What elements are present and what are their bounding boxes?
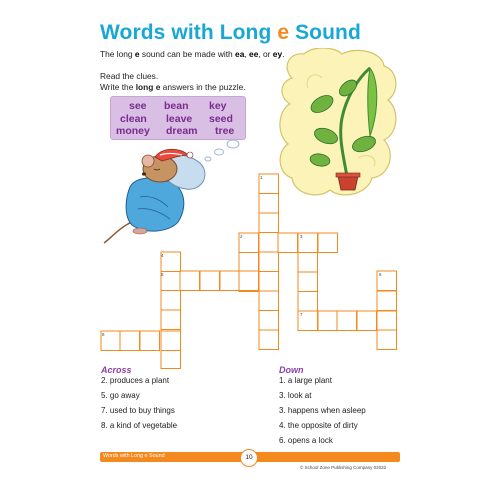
crossword-cell[interactable] <box>259 330 279 350</box>
crossword-cell[interactable] <box>161 349 181 369</box>
title-prefix: Words with Long <box>100 21 278 44</box>
across-heading: Across <box>101 365 132 375</box>
instruction-line-1: Read the clues. <box>100 71 159 81</box>
crossword-cell[interactable] <box>239 253 259 273</box>
crossword-cell[interactable] <box>161 291 181 311</box>
page-number: 10 <box>240 449 258 467</box>
title-suffix: Sound <box>289 21 361 44</box>
clue-number: 3. <box>279 391 286 400</box>
crossword-cell[interactable] <box>140 331 160 351</box>
cell-number: 8 <box>102 332 105 337</box>
across-clue <box>101 391 140 400</box>
crossword-cell[interactable] <box>318 233 338 253</box>
crossword-cell[interactable] <box>220 271 240 291</box>
clue-number: 7. <box>101 406 108 415</box>
cell-number: 1 <box>260 175 263 180</box>
crossword-cell[interactable] <box>337 311 357 331</box>
down-clue <box>279 376 332 385</box>
clue-number: 3. <box>279 406 286 415</box>
word-bank-item: seed <box>209 113 233 125</box>
crossword-cell[interactable] <box>357 311 377 331</box>
intro-prefix: The long <box>100 49 135 59</box>
crossword-cell[interactable] <box>259 194 279 214</box>
word-bank-item: key <box>209 100 227 112</box>
cell-number: 5 <box>161 272 164 277</box>
across-clue <box>101 406 175 415</box>
instr2-bold: long e <box>135 81 161 92</box>
clue-text: used to buy things <box>109 406 175 415</box>
intro-ey: ey <box>272 49 283 59</box>
clue-number: 2. <box>101 376 108 385</box>
instr2-suffix: answers in the puzzle. <box>160 81 246 92</box>
word-bank-item: clean <box>120 113 147 125</box>
intro-or: , or <box>258 49 273 59</box>
cell-number: 6 <box>379 272 382 277</box>
down-clue: 6. opens a lock <box>279 436 333 445</box>
clue-text: look at <box>287 391 312 400</box>
crossword-cell[interactable] <box>278 233 298 253</box>
crossword-cell[interactable] <box>161 331 181 351</box>
crossword-cell[interactable] <box>120 331 140 351</box>
clue-text: go away <box>109 391 140 400</box>
intro-end: . <box>282 49 285 59</box>
down-clue <box>279 391 311 400</box>
crossword-cell[interactable] <box>259 252 279 272</box>
crossword-cell[interactable] <box>259 213 279 233</box>
crossword-cell[interactable] <box>377 291 397 311</box>
word-bank-item: see <box>129 100 147 112</box>
crossword-cell[interactable] <box>298 292 318 312</box>
cell-number: 3 <box>300 234 303 239</box>
crossword-cell[interactable] <box>377 311 397 331</box>
cell-number: 4 <box>161 253 164 258</box>
word-bank-item: money <box>116 125 150 137</box>
instr2-prefix: Write the <box>100 81 136 92</box>
clue-number: 5. <box>101 391 108 400</box>
crossword-cell[interactable] <box>377 330 397 350</box>
clue-text: happens when asleep <box>287 406 366 415</box>
crossword-cell[interactable] <box>161 310 181 330</box>
crossword-cell[interactable] <box>298 253 318 273</box>
clue-text: a large plant <box>287 376 332 385</box>
intro-ea: ea <box>235 49 245 59</box>
crossword-cell[interactable] <box>318 311 338 331</box>
footer-copyright: © School Zone Publishing Company 02032 <box>300 465 387 470</box>
word-bank-item: tree <box>215 125 235 137</box>
intro-e: e <box>134 49 140 59</box>
clue-number: 1. <box>279 376 286 385</box>
crossword-cell[interactable] <box>259 311 279 331</box>
down-heading: Down <box>279 365 304 375</box>
crossword-cell[interactable] <box>259 272 279 292</box>
intro-ee: ee <box>249 49 259 59</box>
crossword-cell[interactable] <box>200 271 220 291</box>
title-letter: e <box>277 21 290 44</box>
cell-number: 7 <box>300 312 303 317</box>
down-clue: 4. the opposite of dirty <box>279 421 358 430</box>
crossword-cell[interactable] <box>259 233 279 253</box>
word-bank-item: dream <box>166 125 198 137</box>
word-bank-item: bean <box>164 100 189 112</box>
crossword-cell[interactable] <box>298 272 318 292</box>
across-clue: 8. a kind of vegetable <box>101 421 178 430</box>
crossword-cell[interactable] <box>180 271 200 291</box>
down-clue <box>279 406 366 415</box>
intro-comma: , <box>244 49 250 59</box>
footer-title: Words with Long e Sound <box>103 453 165 459</box>
cell-number: 2 <box>240 234 243 239</box>
across-clue <box>101 376 169 385</box>
word-bank-item: leave <box>166 113 193 125</box>
crossword-cell[interactable] <box>239 271 259 291</box>
intro-mid: sound can be made with <box>139 49 236 59</box>
clue-text: produces a plant <box>109 376 170 385</box>
crossword-cell[interactable] <box>259 291 279 311</box>
